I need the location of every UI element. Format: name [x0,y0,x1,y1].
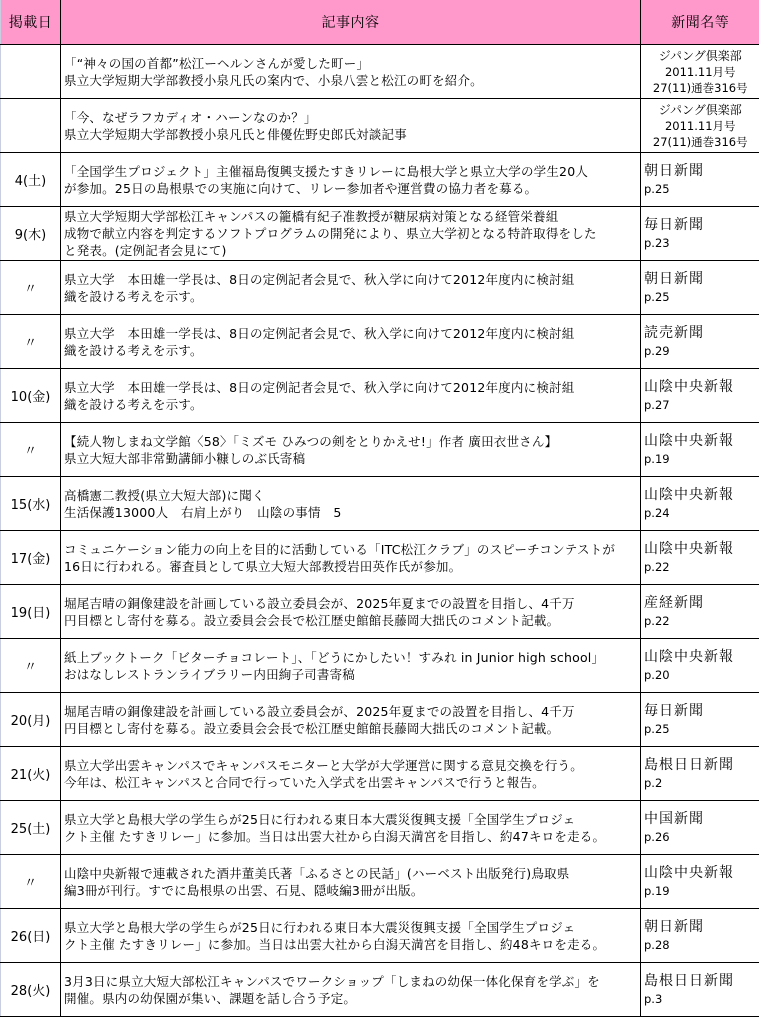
content-line: 織を設ける考えを示す。 [64,288,203,304]
paper-name: ジパング倶楽部 [658,102,742,117]
paper-page: p.28 [644,937,670,952]
table-row [1,801,759,855]
paper-issue: 2011.11月号 [664,64,736,79]
content-line: 「今、なぜラフカディオ・ハーンなのか？」 [64,109,317,125]
paper-cell [641,315,759,369]
content-line: が参加。25日の島根県での実施に向けて、リレー参加者や運営費の協力者を募る。 [64,180,538,196]
content-line: 成物で献立内容を判定するソフトプログラムの開発により、県立大学初となる特許取得をした [64,226,597,241]
content-line: 編3冊が刊行。すでに島根県の出雲、石見、隠岐編3冊が出版。 [64,882,424,898]
paper-page: p.25 [644,181,670,196]
date-cell [1,45,61,99]
content-cell [61,45,641,99]
table-row [1,369,759,423]
date-cell: 28(火) [1,963,61,1017]
content-cell [61,855,641,909]
content-cell [61,639,641,693]
table-row [1,747,759,801]
content-cell [61,477,641,531]
paper-name: 産経新聞 [644,594,704,611]
content-line: 織を設ける考えを示す。 [64,396,203,412]
paper-issue: 27(11)通巻316号 [652,134,748,149]
content-line: 織を設ける考えを示す。 [64,342,203,358]
paper-cell [641,99,759,153]
content-line: と発表。(定例記者会見にて) [64,243,227,258]
paper-name: 山陰中央新報 [644,432,734,449]
paper-cell [641,585,759,639]
content-line: 生活保護13000人 右肩上がり 山陰の事情 5 [64,504,342,520]
paper-name: ジパング倶楽部 [658,48,742,63]
content-line: 3月3日に県立大短大部松江キャンパスでワークショップ「しまねの幼保一体化保育を学ぶ」を [64,973,600,989]
date-cell: 10(金) [1,369,61,423]
paper-cell [641,693,759,747]
content-line: 山陰中央新報で連載された酒井董美氏著「ふるさとの民話」(ハーベスト出版発行)鳥取県 [64,865,570,881]
table-row [1,477,759,531]
paper-name: 読売新聞 [644,324,704,341]
table-row [1,963,759,1017]
paper-name: 島根日日新聞 [644,756,734,773]
date-cell: 〃 [1,261,61,315]
table-row [1,639,759,693]
content-line: クト主催 たすきリレー」に参加。当日は出雲大社から白潟天満宮を目指し、約48キロを走る。 [64,936,606,952]
content-line: 紙上ブックトーク「ビターチョコレート」、「どうにかしたい！すみれ in Junior high school」 [64,649,605,665]
paper-page: p.25 [644,289,670,304]
content-cell [61,99,641,153]
table-row [1,207,759,261]
content-line: 「全国学生プロジェクト」主催福島復興支援たすきリレーに島根大学と県立大学の学生20人 [64,163,589,179]
content-line: クト主催 たすきリレー」に参加。当日は出雲大社から白潟天満宮を目指し、約47キロを走る。 [64,828,606,844]
paper-cell [641,855,759,909]
date-cell: 〃 [1,639,61,693]
content-line: 県立大学 本田雄一学長は、8日の定例記者会見で、秋入学に向けて2012年度内に検討組 [64,271,575,287]
date-cell: 〃 [1,855,61,909]
paper-name: 毎日新聞 [644,702,704,719]
paper-cell [641,153,759,207]
date-cell: 25(土) [1,801,61,855]
table-row [1,315,759,369]
paper-cell [641,801,759,855]
table-row [1,45,759,99]
content-line: 高橋憲二教授(県立大短大部)に聞く [64,487,265,503]
content-line: 円目標とし寄付を募る。設立委員会会長で松江歴史館館長藤岡大拙氏のコメント記載。 [64,612,560,628]
content-line: 県立大学 本田雄一学長は、8日の定例記者会見で、秋入学に向けて2012年度内に検討組 [64,379,575,395]
content-line: 開催。県内の幼保園が集い、課題を話し合う予定。 [64,990,357,1006]
content-line: 県立大学と島根大学の学生らが25日に行われる東日本大震災復興支援「全国学生プロジェ [64,811,576,827]
paper-name: 朝日新聞 [644,162,704,179]
paper-page: p.24 [644,505,670,520]
paper-name: 中国新聞 [644,810,704,827]
paper-page: p.20 [644,667,670,682]
date-cell: 〃 [1,423,61,477]
content-cell [61,909,641,963]
header-date: 掲載日 [1,0,61,45]
table-row [1,99,759,153]
paper-page: p.27 [644,397,670,412]
paper-name: 山陰中央新報 [644,864,734,881]
content-cell [61,261,641,315]
table-row [1,585,759,639]
content-line: 堀尾吉晴の銅像建設を計画している設立委員会が、2025年夏までの設置を目指し、4千万 [64,703,575,719]
paper-cell [641,423,759,477]
paper-issue: 27(11)通巻316号 [652,80,748,95]
content-line: 県立大学出雲キャンパスでキャンパスモニターと大学が大学運営に関する意見交換を行う。 [64,757,583,773]
paper-cell [641,261,759,315]
paper-name: 朝日新聞 [644,270,704,287]
paper-page: p.23 [644,235,670,250]
paper-name: 山陰中央新報 [644,486,734,503]
paper-page: p.26 [644,829,670,844]
content-line: 【続人物しまね文学館〈58〉「ミズモ ひみつの剣をとりかえせ!」作者 廣田衣世さん】 [64,433,558,449]
table-row [1,855,759,909]
paper-cell [641,909,759,963]
header-content: 記事内容 [61,0,641,45]
paper-page: p.22 [644,613,670,628]
paper-page: p.29 [644,343,670,358]
paper-cell [641,45,759,99]
date-cell: 17(金) [1,531,61,585]
paper-cell [641,207,759,261]
content-line: 県立大短大部非常勤講師小糠しのぶ氏寄稿 [64,450,306,466]
content-line: おはなしレストランライブラリー内田絢子司書寄稿 [64,666,355,682]
paper-cell [641,639,759,693]
content-cell [61,801,641,855]
paper-page: p.19 [644,883,670,898]
date-cell: 4(土) [1,153,61,207]
content-line: 今年は、松江キャンパスと合同で行っていた入学式を出雲キャンパスで行うと報告。 [64,774,545,790]
paper-cell [641,369,759,423]
paper-page: p.22 [644,559,670,574]
content-line: 堀尾吉晴の銅像建設を計画している設立委員会が、2025年夏までの設置を目指し、4千万 [64,595,575,611]
paper-name: 山陰中央新報 [644,648,734,665]
content-line: 県立大学 本田雄一学長は、8日の定例記者会見で、秋入学に向けて2012年度内に検討組 [64,325,575,341]
content-cell [61,207,641,261]
paper-name: 山陰中央新報 [644,540,734,557]
table-row [1,423,759,477]
content-line: 県立大学と島根大学の学生らが25日に行われる東日本大震災復興支援「全国学生プロジェ [64,919,576,935]
header-paper: 新聞名等 [641,0,759,45]
date-cell [1,99,61,153]
content-line: 16日に行われる。審査員として県立大短大部教授岩田英作氏が参加。 [64,558,462,574]
paper-cell [641,477,759,531]
table-row [1,531,759,585]
content-cell [61,315,641,369]
paper-page: p.3 [644,991,663,1006]
content-line: 県立大学短期大学部松江キャンパスの籠橋有紀子准教授が糖尿病対策となる経管栄養組 [64,209,559,224]
table-row [1,909,759,963]
content-line: 県立大学短期大学部教授小泉凡氏と俳優佐野史郎氏対談記事 [64,126,407,142]
paper-issue: 2011.11月号 [664,118,736,133]
paper-name: 山陰中央新報 [644,378,734,395]
content-cell [61,531,641,585]
content-cell [61,369,641,423]
paper-cell [641,747,759,801]
date-cell: 20(月) [1,693,61,747]
content-cell [61,747,641,801]
content-cell [61,423,641,477]
date-cell: 21(火) [1,747,61,801]
paper-page: p.25 [644,721,670,736]
header-row [1,0,759,45]
content-line: コミュニケーション能力の向上を目的に活動している「ITC松江クラブ」のスピーチコンテストが [64,541,616,557]
date-cell: 9(木) [1,207,61,261]
paper-page: p.2 [644,775,663,790]
paper-name: 島根日日新聞 [644,972,734,989]
paper-name: 毎日新聞 [644,216,704,233]
paper-page: p.19 [644,451,670,466]
date-cell: 26(日) [1,909,61,963]
content-line: 「“神々の国の首都”松江ーヘルンさんが愛した町ー」 [64,55,370,71]
content-line: 円目標とし寄付を募る。設立委員会会長で松江歴史館館長藤岡大拙氏のコメント記載。 [64,720,560,736]
content-cell [61,693,641,747]
paper-cell [641,963,759,1017]
date-cell: 19(日) [1,585,61,639]
date-cell: 15(水) [1,477,61,531]
content-cell [61,585,641,639]
date-cell: 〃 [1,315,61,369]
paper-cell [641,531,759,585]
content-line: 県立大学短期大学部教授小泉凡氏の案内で、小泉八雲と松江の町を紹介。 [64,72,483,88]
table-row [1,261,759,315]
paper-name: 朝日新聞 [644,918,704,935]
content-cell [61,153,641,207]
content-cell [61,963,641,1017]
table-row [1,153,759,207]
table-row [1,693,759,747]
